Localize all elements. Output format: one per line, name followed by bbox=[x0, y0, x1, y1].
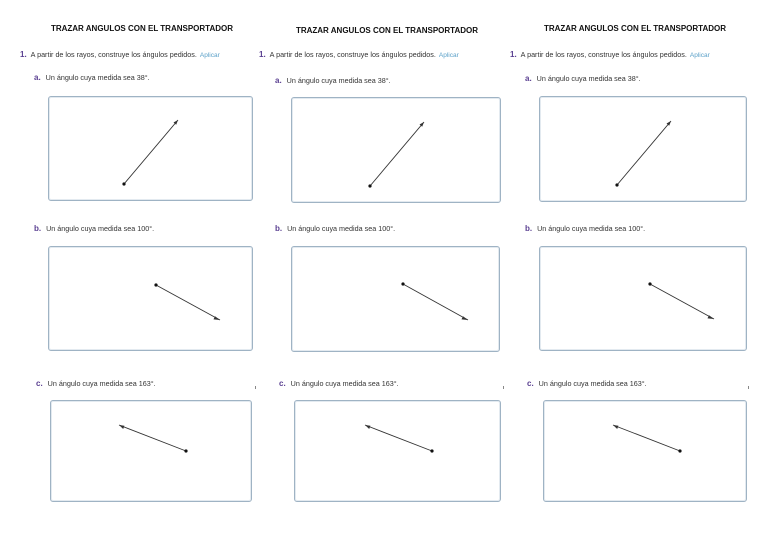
instruction-tag: Aplicar bbox=[199, 52, 220, 59]
item-b-text: Un ángulo cuya medida sea 100°. bbox=[537, 224, 646, 233]
worksheet-title: TRAZAR ANGULOS CON EL TRANSPORTADOR bbox=[50, 24, 234, 33]
drawing-box-b[interactable] bbox=[539, 246, 747, 351]
item-a bbox=[34, 73, 150, 82]
instruction bbox=[20, 50, 220, 59]
item-b-text: Un ángulo cuya medida sea 100°. bbox=[287, 224, 396, 233]
worksheet-column-3 bbox=[510, 0, 755, 543]
item-b-letter: b. bbox=[34, 224, 42, 233]
ray-a bbox=[540, 97, 746, 201]
ray-c bbox=[295, 401, 500, 501]
worksheet-column-2 bbox=[259, 0, 507, 543]
item-a-letter: a. bbox=[34, 73, 41, 82]
item-a-letter: a. bbox=[275, 76, 282, 85]
item-b-letter: b. bbox=[525, 224, 533, 233]
worksheet-title: TRAZAR ANGULOS CON EL TRANSPORTADOR bbox=[295, 26, 479, 35]
item-c-letter: c. bbox=[36, 379, 43, 388]
ray-c bbox=[544, 401, 746, 501]
item-c bbox=[527, 379, 647, 388]
drawing-box-b[interactable] bbox=[291, 246, 500, 352]
worksheet-column-1 bbox=[22, 0, 262, 543]
ray-a bbox=[292, 98, 500, 202]
drawing-box-a[interactable] bbox=[539, 96, 747, 202]
instruction-number: 1. bbox=[510, 50, 517, 59]
ray-b bbox=[540, 247, 746, 350]
item-b bbox=[34, 224, 154, 233]
instruction-number: 1. bbox=[20, 50, 27, 59]
item-c-letter: c. bbox=[527, 379, 534, 388]
item-b bbox=[275, 224, 395, 233]
ray-b bbox=[49, 247, 252, 350]
ray-c bbox=[51, 401, 251, 501]
instruction-text: A partir de los rayos, construye los ángulos pedidos. bbox=[30, 50, 197, 59]
instruction-tag: Aplicar bbox=[689, 52, 710, 59]
worksheet-title: TRAZAR ANGULOS CON EL TRANSPORTADOR bbox=[543, 24, 727, 33]
item-a bbox=[525, 74, 641, 83]
item-a-text: Un ángulo cuya medida sea 38°. bbox=[536, 74, 641, 83]
instruction bbox=[510, 50, 710, 59]
instruction-text: A partir de los rayos, construye los ángulos pedidos. bbox=[269, 50, 436, 59]
item-a-text: Un ángulo cuya medida sea 38°. bbox=[286, 76, 391, 85]
drawing-box-a[interactable] bbox=[48, 96, 253, 201]
item-c-letter: c. bbox=[279, 379, 286, 388]
item-c bbox=[36, 379, 156, 388]
page-mark bbox=[255, 386, 256, 389]
page-mark bbox=[748, 386, 749, 389]
drawing-box-b[interactable] bbox=[48, 246, 253, 351]
ray-b bbox=[292, 247, 499, 351]
instruction bbox=[259, 50, 459, 59]
item-a bbox=[275, 76, 391, 85]
item-c-text: Un ángulo cuya medida sea 163°. bbox=[538, 379, 647, 388]
drawing-box-c[interactable] bbox=[543, 400, 747, 502]
item-c-text: Un ángulo cuya medida sea 163°. bbox=[47, 379, 156, 388]
item-a-text: Un ángulo cuya medida sea 38°. bbox=[45, 73, 150, 82]
item-b-text: Un ángulo cuya medida sea 100°. bbox=[46, 224, 155, 233]
item-b bbox=[525, 224, 645, 233]
item-c bbox=[279, 379, 399, 388]
instruction-tag: Aplicar bbox=[438, 52, 459, 59]
page-mark bbox=[503, 386, 504, 389]
drawing-box-a[interactable] bbox=[291, 97, 501, 203]
instruction-number: 1. bbox=[259, 50, 266, 59]
drawing-box-c[interactable] bbox=[50, 400, 252, 502]
item-a-letter: a. bbox=[525, 74, 532, 83]
drawing-box-c[interactable] bbox=[294, 400, 501, 502]
item-c-text: Un ángulo cuya medida sea 163°. bbox=[290, 379, 399, 388]
instruction-text: A partir de los rayos, construye los ángulos pedidos. bbox=[520, 50, 687, 59]
ray-a bbox=[49, 97, 252, 200]
item-b-letter: b. bbox=[275, 224, 283, 233]
